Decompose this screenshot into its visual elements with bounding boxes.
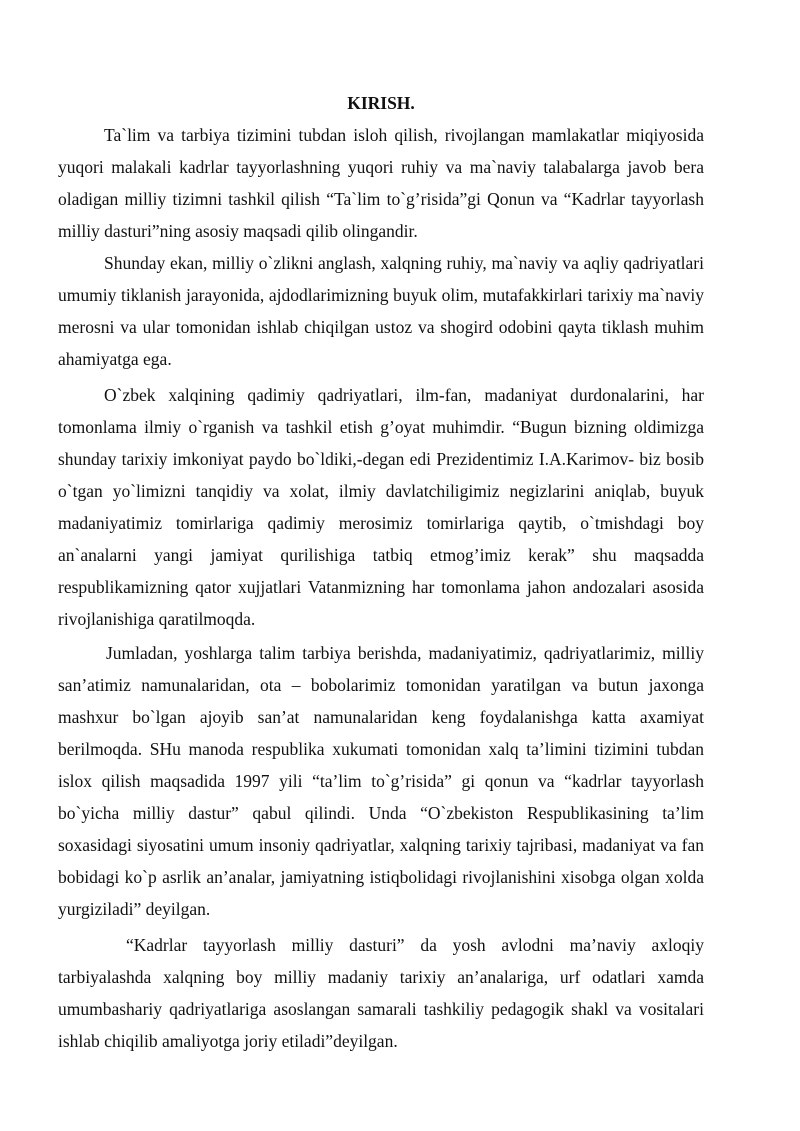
paragraph-3: O`zbek xalqining qadimiy qadriyatlari, ilm-fan, madaniyat durdonalarini, har tomonlama ilmiy o`rganish va tashkil etish g’oyat muhimdir. “Bugun bizning oldimizga shunday tarixiy imkoniyat paydo bo`ldiki,-degan edi Prezidentimiz I.A.Karimov- biz bosib o`tgan yo`limizni tanqidiy va xolat, ilmiy davlatchiligimiz negizlarini aniqlab, buyuk madaniyatimiz tomirlariga qadimiy merosimiz tomirlariga qaytib, o`tmishdagi boy an`analarni yangi jamiyat qurilishiga tatbiq etmog’imiz kerak” shu maqsadda respublikamizning qator xujjatlari Vatanmizning har tomonlama jahon andozalari asosida rivojlanishiga qaratilmoqda. <box>58 385 704 629</box>
paragraph-5: “Kadrlar tayyorlash milliy dasturi” da yosh avlodni ma’naviy axloqiy tarbiyalashda xalqning boy milliy madaniy tarixiy an’analariga, urf odatlari xamda umumbashariy qadriyatlariga asoslangan samarali tashkiliy pedagogik shakl va vositalari ishlab chiqilib amaliyotga joriy etiladi”deyilgan. <box>58 935 704 1051</box>
paragraph-1: Ta`lim va tarbiya tizimini tubdan isloh qilish, rivojlangan mamlakatlar miqiyosida yuqori malakali kadrlar tayyorlashning yuqori ruhiy va ma`naviy talabalarga javob bera oladigan milliy tizimni tashkil qilish “Ta`lim to`g’risida”gi Qonun va “Kadrlar tayyorlash milliy dasturi”ning asosiy maqsadi qilib olingandir. <box>58 125 704 241</box>
paragraph-2: Shunday ekan, milliy o`zlikni anglash, xalqning ruhiy, ma`naviy va aqliy qadriyatlari umumiy tiklanish jarayonida, ajdodlarimizning buyuk olim, mutafakkirlari tarixiy ma`naviy merosni va ular tomonidan ishlab chiqilgan ustoz va shogird odobini qayta tiklash muhim ahamiyatga ega. <box>58 253 704 369</box>
page-title: KIRISH. <box>347 93 415 113</box>
paragraph-4: Jumladan, yoshlarga talim tarbiya berishda, madaniyatimiz, qadriyatlarimiz, milliy san’atimiz namunalaridan, ota – bobolarimiz tomonidan yaratilgan va butun jaxonga mashxur bo`lgan ajoyib san’at namunalaridan keng foydalanishga katta axamiyat berilmoqda. SHu manoda respublika xukumati tomonidan xalq ta’limini tizimini tubdan islox qilish maqsadida 1997 yili “ta’lim to`g’risida” gi qonun va “kadrlar tayyorlash bo`yicha milliy dastur” qabul qilindi. Unda “O`zbekiston Respublikasining ta’lim soxasidagi siyosatini umum insoniy qadriyatlar, xalqning tarixiy tajribasi, madaniyat va fan bobidagi ko`p asrlik an’analar, jamiyatning istiqbolidagi rivojlanishini xisobga olgan xolda yurgiziladi” deyilgan. <box>58 643 704 919</box>
